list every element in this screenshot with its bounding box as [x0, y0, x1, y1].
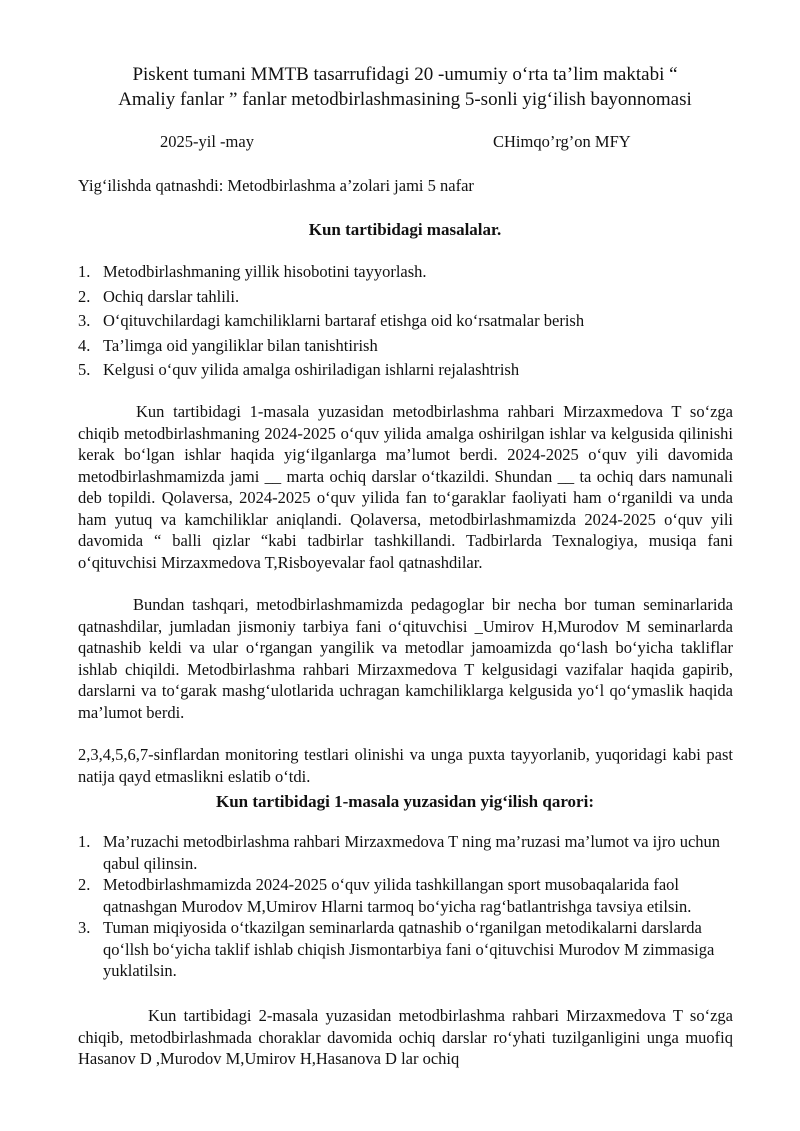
agenda-item [78, 334, 758, 359]
title-line-2: Amaliy fanlar ” fanlar metodbirlashmasining 5-sonli yig‘ilish bayonnomasi [118, 89, 692, 110]
meeting-date: 2025-yil -may [160, 132, 254, 151]
agenda-item-text: Ochiq darslar tahlili. [103, 286, 240, 306]
agenda-heading: Kun tartibidagi masalalar. [308, 220, 502, 239]
attendance-line: Yig‘ilishda qatnashdi: Metodbirlashma a’zolari jami 5 nafar [78, 176, 474, 195]
meeting-place: CHimqo’rg’on MFY [493, 132, 631, 151]
agenda-item-text: Kelgusi o‘quv yilida amalga oshiriladigan ishlarni rejalashtrish [103, 360, 520, 379]
decision-item [78, 874, 738, 917]
agenda-item [78, 260, 758, 285]
agenda-item-text: Metodbirlashmaning yillik hisobotini tayyorlash. [103, 262, 427, 281]
title-line-1: Piskent tumani MMTB tasarrufidagi 20 -umumiy o‘rta ta’lim maktabi “ [132, 64, 678, 85]
paragraph-report: Kun tartibidagi 1-masala yuzasidan metodbirlashma rahbari Mirzaxmedova T so‘zga chiqib metodbirlashmaning 2024-2025 o‘quv yilida amalga oshirilgan ishlar va kelgusida qilinishi kerak bo‘lgan ishlar haqida yig‘ilganlarga ma’lumot berdi. 2024-2025 o‘quv yili davomida metodbirlashmamizda jami __ marta ochiq darslar o‘tkazildi. Shundan __ ta ochiq dars namunali deb topildi. Qolaversa, 2024-2025 o‘quv yilida fan to‘garaklar faoliyati ham o‘rganildi va unda ham yutuq va kamchiliklar aniqlandi. Qolaversa, metodbirlashmamizda 2024-2025 o‘quv yili davomida “ balli qizlar “kabi tadbirlar tashkillandi. Tadbirlarda Texnalogiya, musiqa fani o‘qituvchisi Mirzaxmedova T,Risboyevalar faol qatnashdilar. [78, 402, 733, 572]
paragraph-seminars: Bundan tashqari, metodbirlashmamizda pedagoglar bir necha bor tuman seminarlarida qatnashdilar, jumladan jismoniy tarbiya fani o‘qituvchisi _Umirov H,Murodov M seminarlarda qatnashib keldi va ular o‘rgangan yangilik va metodlar jamoamizda qo‘lash bo‘yicha takliflar ishlab chiqildi. Metodbirlashma rahbari Mirzaxmedova T kelgusidagi vazifalar haqida gapirib, darslarni va to‘garak mashg‘ulotlarida uchragan kamchiliklarga kelgusida yo‘l qo‘ymaslik haqida ma’lumot berdi. [78, 595, 733, 722]
document-title [40, 62, 770, 112]
agenda-item-text: Ta’limga oid yangiliklar bilan tanishtirish [103, 335, 378, 355]
agenda-item [78, 358, 758, 383]
agenda-item-text: O‘qituvchilardagi kamchiliklarni bartaraf etishga oid ko‘rsatmalar berish [103, 311, 585, 330]
agenda-item-number: 2. [78, 286, 91, 306]
agenda-item-number: 5. [78, 360, 91, 379]
decision-item-number: 3. [78, 918, 91, 937]
paragraph-monitoring: 2,3,4,5,6,7-sinflardan monitoring testlari olinishi va unga puxta tayyorlanib, yuqoridagi kabi past natija qayd etmaslikni eslatib o‘tdi. [78, 745, 733, 786]
decision-item-number: 1. [78, 832, 91, 851]
agenda-item [78, 285, 758, 310]
decision-item-text: Tuman miqiyosida o‘tkazilgan seminarlarda qatnashib o‘rganilgan metodikalarni darslarda qo‘llsh bo‘yicha taklif ishlab chiqish Jismontarbiya fani o‘qituvchisi Murodov M zimmasiga yuklatilsin. [103, 918, 715, 980]
decision-item-number: 2. [78, 875, 91, 894]
decision-heading: Kun tartibidagi 1-masala yuzasidan yig‘ilish qarori: [216, 792, 594, 811]
decision-item [78, 831, 738, 874]
agenda-item-number: 3. [78, 311, 91, 330]
decision-item-text: Metodbirlashmamizda 2024-2025 o‘quv yilida tashkillangan sport musobaqalarida faol qatnashgan Murodov M,Umirov Hlarni tarmoq bo‘yicha rag‘batlantrishga tavsiya etilsin. [103, 875, 692, 916]
decision-item-text: Ma’ruzachi metodbirlashma rahbari Mirzaxmedova T ning ma’ruzasi ma’lumot va ijro uchun qabul qilinsin. [103, 832, 721, 873]
paragraph-agenda-2: Kun tartibidagi 2-masala yuzasidan metodbirlashma rahbari Mirzaxmedova T so‘zga chiqib, metodbirlashmada choraklar davomida ochiq darslar ro‘yhati tuzilganligini unga muofiq Hasanov D ,Murodov M,Umirov H,Hasanova D lar ochiq [78, 1006, 733, 1068]
agenda-list [78, 260, 758, 383]
decision-list [78, 831, 738, 982]
agenda-item-number: 1. [78, 262, 91, 281]
agenda-item [78, 309, 758, 334]
decision-item [78, 917, 738, 982]
agenda-item-number: 4. [78, 335, 91, 355]
